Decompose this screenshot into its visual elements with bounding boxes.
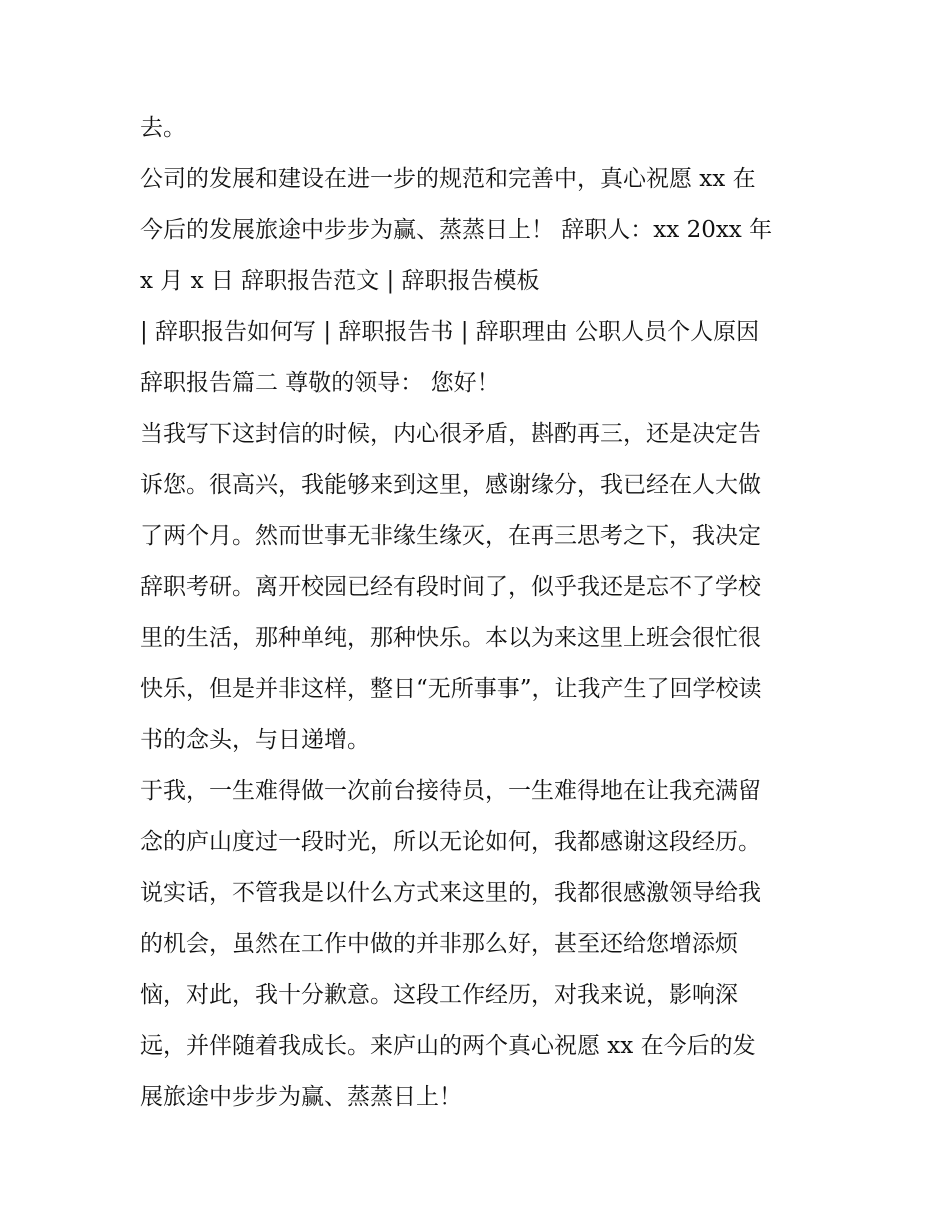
text-line: 快乐，但是并非这样，整日“无所事事”，让我产生了回学校读 [140,676,762,702]
text-line: 展旅途中步步为赢、蒸蒸日上！ [140,1084,462,1110]
text-line: 念的庐山度过一段时光，所以无论如何，我都感谢这段经历。 [140,829,761,855]
text-line: 恼，对此，我十分歉意。这段工作经历，对我来说，影响深 [140,982,738,1008]
text-line: 于我，一生难得做一次前台接待员，一生难得地在让我充满留 [140,778,761,804]
text-line: 辞职报告篇二 尊敬的领导： 您好！ [140,370,500,396]
text-line: x 月 x 日 辞职报告范文 | 辞职报告模板 [140,268,540,294]
text-line: 公司的发展和建设在进一步的规范和完善中，真心祝愿 xx 在 [140,166,756,192]
text-line: | 辞职报告如何写 | 辞职报告书 | 辞职理由 公职人员个人原因 [140,319,760,345]
text-line: 了两个月。然而世事无非缘生缘灭，在再三思考之下，我决定 [140,523,761,549]
text-line: 当我写下这封信的时候，内心很矛盾，斟酌再三，还是决定告 [140,421,761,447]
text-line: 远，并伴随着我成长。来庐山的两个真心祝愿 xx 在今后的发 [140,1033,756,1059]
document-body [140,103,820,1123]
text-line: 诉您。很高兴，我能够来到这里，感谢缘分，我已经在人大做 [140,472,761,498]
text-line: 里的生活，那种单纯，那种快乐。本以为来这里上班会很忙很 [140,625,761,651]
text-line: 辞职考研。离开校园已经有段时间了，似乎我还是忘不了学校 [140,574,761,600]
text-line: 说实话，不管我是以什么方式来这里的，我都很感激领导给我 [140,880,761,906]
text-line: 去。 [140,115,186,141]
text-line: 书的念头，与日递增。 [140,727,370,753]
text-line: 今后的发展旅途中步步为赢、蒸蒸日上！ 辞职人：xx 20xx 年 [140,217,773,243]
text-line: 的机会，虽然在工作中做的并非那么好，甚至还给您增添烦 [140,931,738,957]
